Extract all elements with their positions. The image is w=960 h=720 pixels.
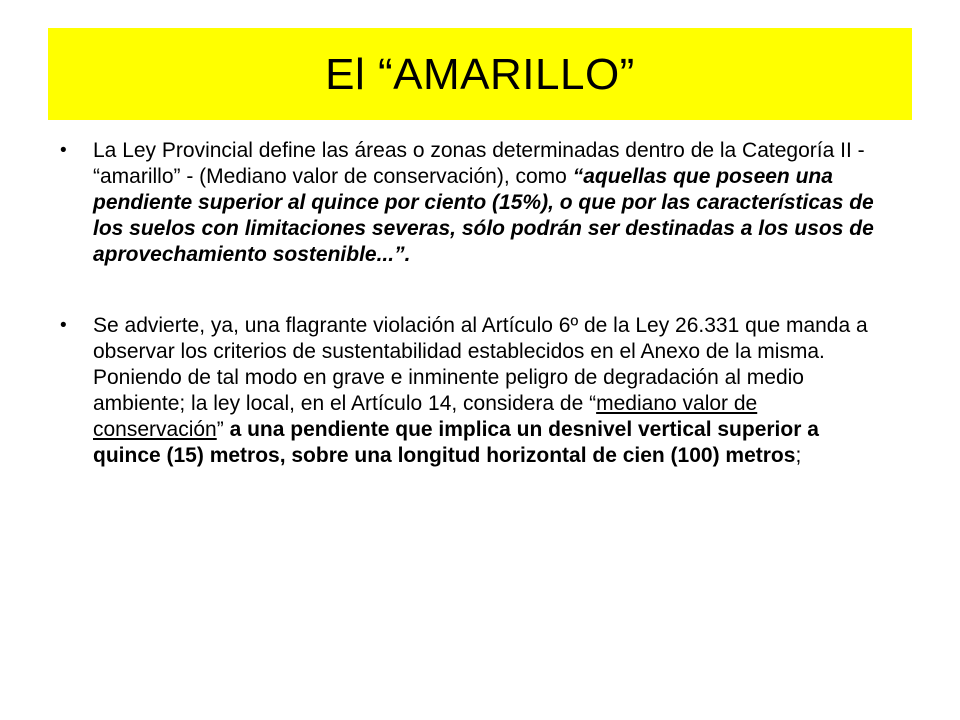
bullet-dot-icon: • (60, 140, 67, 161)
bullet-item (60, 138, 880, 268)
slide-content (60, 138, 880, 469)
underlined-phrase: mediano valor de conservación (93, 392, 758, 441)
slide-title: El “AMARILLO” (325, 50, 635, 99)
bullet-text-segment: Se advierte, ya, una flagrante violación al Artículo 6º de la Ley 26.331 que manda a observar los criterios de sustentabilidad establecidos en el Anexo de la misma. Poniendo de tal modo en grave e inminente peligro de degradación al medio ambiente; la ley local, en el Artículo 14, considera de “ (93, 314, 868, 415)
bullet-item (60, 313, 880, 469)
bullet-text-segment: La Ley Provincial define las áreas o zonas determinadas dentro de la Categoría II - “amarillo” - (Mediano valor de conservación), como (93, 139, 865, 188)
bullet-text-segment: ; (795, 444, 802, 467)
bold-phrase: a una pendiente que implica un desnivel vertical superior a quince (15) metros, sobre una longitud horizontal de cien (100) metros (93, 418, 819, 467)
title-bar (48, 28, 912, 120)
bullet-text-segment: ” (216, 418, 230, 441)
bullet-quote-segment: “aquellas que poseen una pendiente superior al quince por ciento (15%), o que por las características de los suelos con limitaciones severas, sólo podrán ser destinadas a los usos de aprovechamiento sostenible...”. (93, 165, 874, 266)
bullet-dot-icon: • (60, 315, 67, 336)
